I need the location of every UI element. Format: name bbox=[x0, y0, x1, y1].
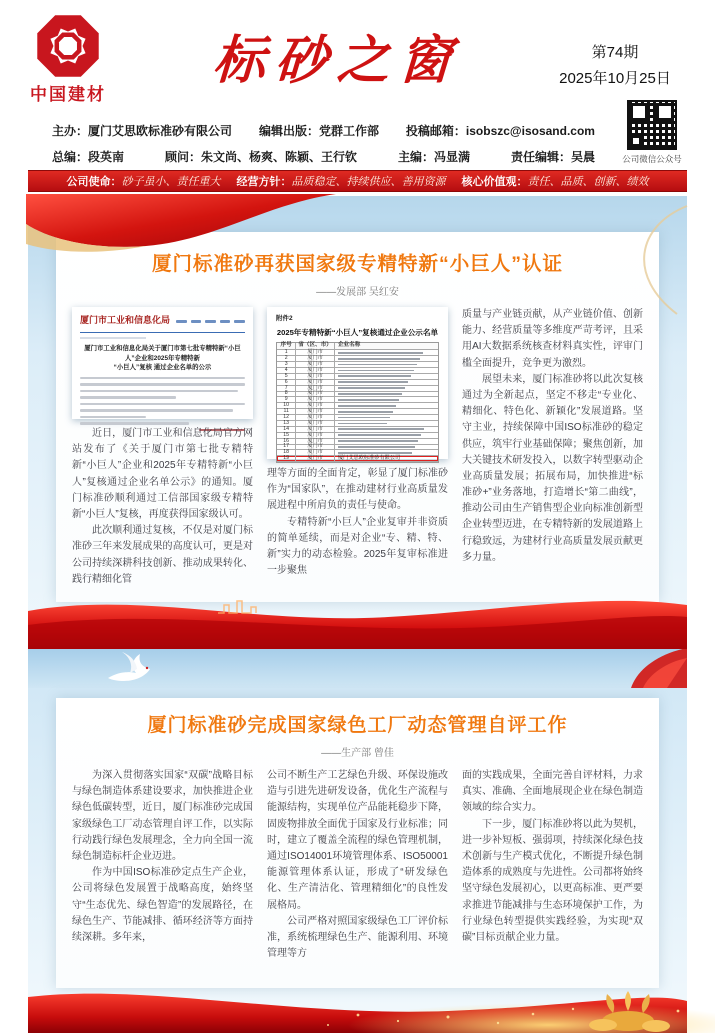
doc-text-line bbox=[80, 409, 233, 412]
gov-notice-line1: 厦门市工业和信息化局关于厦门市第七批专精特新“小巨人”企业和2025年专精特新 bbox=[84, 345, 241, 362]
attachment-table-body bbox=[277, 350, 438, 462]
info-row-2 bbox=[52, 148, 595, 165]
masthead-title: 标砂之窗 bbox=[211, 30, 463, 91]
attachment-title: 2025年专精特新“小巨人”复核通过企业公示名单 bbox=[276, 327, 439, 337]
gold-sparkles bbox=[327, 1008, 679, 1026]
table-header-company: 企业名称 bbox=[337, 342, 361, 349]
article2-paragraph: 下一步，厦门标准砂将以此为契机，进一步补短板、强弱项，持续深化绿色技术创新与生产模式优化，不断提升绿色制造体系的成熟度与先进性。公司都将始终坚守绿色发展初心，以更高标准、更严要求推进节能减排与生态环境保护工作，为行业绿色转型提供实践经验，为实现“双碳”目标贡献企业力量。 bbox=[462, 818, 643, 943]
cnbm-logo bbox=[30, 14, 134, 105]
qr-caption: 公司微信公众号 bbox=[622, 154, 682, 164]
cnbm-rosette-icon bbox=[36, 14, 100, 78]
qr-block bbox=[617, 100, 687, 165]
attachment-table-screenshot bbox=[267, 307, 448, 462]
article2-col3 bbox=[462, 768, 643, 962]
info-publisher: 编辑出版：党群工作部 bbox=[258, 124, 379, 138]
red-ribbon-wisp bbox=[597, 648, 687, 688]
red-gold-footer-band bbox=[28, 981, 687, 1033]
doc-text-line bbox=[80, 422, 189, 425]
doc-text-line bbox=[80, 403, 245, 406]
masthead-info bbox=[52, 122, 595, 174]
doc-text-line bbox=[80, 390, 238, 393]
mission-label: 公司使命： bbox=[66, 176, 122, 188]
table-row: 16 厦门市 bbox=[277, 439, 438, 445]
table-row: 19 厦门市 厦门艾思欧标准砂有限公司 bbox=[277, 456, 438, 462]
issue-box bbox=[549, 40, 681, 91]
doc-text-line bbox=[80, 383, 245, 386]
table-row: 8 厦门市 bbox=[277, 392, 438, 398]
table-row: 12 厦门市 bbox=[277, 415, 438, 421]
article2-paragraph: 作为中国ISO标准砂定点生产企业，公司将绿色发展置于战略高度，始终坚守“生态优先、绿色智造”的发展路径，在绿色生产、节能减排、循环经济等方面持续深耕。多年来， bbox=[72, 867, 253, 943]
article2-paragraph: 公司严格对照国家级绿色工厂评价标准，系统梳理绿色生产、能源利用、环境管理等方 bbox=[267, 915, 448, 960]
table-row: 3 厦门市 bbox=[277, 362, 438, 368]
article2-paragraph: 为深入贯彻落实国家“双碳”战略目标与绿色制造体系建设要求，加快推进企业绿色低碳转型，近日，厦门标准砂完成国家级绿色工厂动态管理自评工作，以实际行动践行绿色发展理念，全力向全国一流绿色制造标杆企业迈进。 bbox=[72, 770, 253, 862]
org-name: 中国建材 bbox=[30, 85, 106, 104]
attachment-table bbox=[276, 342, 439, 463]
table-row: 13 厦门市 bbox=[277, 421, 438, 427]
gov-breadcrumb-bar bbox=[80, 337, 146, 340]
table-row: 1 厦门市 bbox=[277, 350, 438, 356]
info-advisors: 顾问：朱文尚、杨爽、陈颖、王行钦 bbox=[164, 150, 357, 164]
table-header-province: 省（区、市） bbox=[296, 343, 335, 349]
info-duty-editor: 责任编辑：吴晨 bbox=[510, 150, 595, 164]
policy-text: 品质稳定、持续供应、善用资源 bbox=[291, 176, 446, 188]
info-chief-editor: 主编：冯显满 bbox=[397, 150, 470, 164]
table-row: 18 厦门市 bbox=[277, 450, 438, 456]
gov-website-screenshot bbox=[72, 307, 253, 419]
gov-site-name: 厦门市工业和信息化局 bbox=[80, 316, 171, 326]
info-host: 主办：厦门艾思欧标准砂有限公司 bbox=[52, 124, 233, 138]
article1-columns bbox=[72, 307, 643, 588]
gov-doc-lines bbox=[80, 377, 245, 432]
table-row: 17 厦门市 bbox=[277, 445, 438, 451]
issue-number: 第74期 bbox=[591, 44, 639, 61]
table-row: 14 厦门市 bbox=[277, 427, 438, 433]
doc-text-line bbox=[80, 416, 146, 419]
article1-col2 bbox=[267, 307, 448, 588]
article1-paragraph: 此次顺利通过复核，不仅是对厦门标准砂三年来发展成果的高度认可，更是对公司持续深耕科技创新、推动成果转化、践行精细化管 bbox=[72, 525, 253, 585]
table-row: 6 厦门市 bbox=[277, 380, 438, 386]
article1-paragraph: 近日，厦门市工业和信息化局官方网站发布了《关于厦门市第七批专精特新“小巨人”企业和2025年专精特新“小巨人”复核通过企业名单公示》的通知。厦门标准砂顺利通过工信部国家级专精特新“小巨人”复核，再度获得国家级认可。 bbox=[72, 428, 253, 520]
article2-paragraph: 面的实践成果，全面完善自评材料，力求真实、准确、全面地展现企业在绿色制造领域的综合实力。 bbox=[462, 770, 643, 814]
article1-byline: ——发展部 吴红安 bbox=[316, 287, 399, 298]
article2-headline: 厦门标准砂完成国家绿色工厂动态管理自评工作 bbox=[147, 715, 568, 736]
article2-col2 bbox=[267, 768, 448, 962]
section-article2 bbox=[28, 688, 687, 1032]
article1-paragraph: 理等方面的全面肯定，彰显了厦门标准砂作为“国家队”，在推动建材行业高质量发展进程中所肩负的责任与使命。 bbox=[267, 468, 448, 512]
table-row: 15 厦门市 bbox=[277, 433, 438, 439]
table-row: 7 厦门市 bbox=[277, 386, 438, 392]
article1-col1 bbox=[72, 307, 253, 588]
gold-lotus-decoration bbox=[589, 991, 670, 1032]
info-editor-in-chief: 总编：段英南 bbox=[52, 150, 125, 164]
article2-byline: ——生产部 曾佳 bbox=[321, 748, 394, 759]
gov-notice-line2: “小巨人”复核 通过企业名单的公示 bbox=[113, 364, 212, 372]
core-values-text: 责任、品质、创新、绩效 bbox=[527, 176, 649, 188]
article1-paragraph: 展望未来，厦门标准砂将以此次复核通过为全新起点，坚定不移走“专业化、精细化、特色化、新颖化”发展道路。坚守主业，持续保障中国ISO标准砂的稳定供应，筑牢行业基础保障；聚焦创新，加大关键技术研发投入，以数字转型驱动企业高质量发展；拓展布局，加快推进“标准砂+”业务落地，打造增长“第二曲线”，推动公司由生产销售型企业向标准创新型企业转型迈进，在专精特新的发展道路上行稳致远，为建材行业高质量发展贡献更多力量。 bbox=[462, 373, 643, 563]
header bbox=[28, 0, 687, 170]
table-row: 5 厦门市 bbox=[277, 374, 438, 380]
attachment-tag: 附件2 bbox=[276, 315, 293, 322]
table-row: 10 厦门市 bbox=[277, 403, 438, 409]
article1-paragraph: 质量与产业链贡献，从产业链价值、创新能力、经营质量等多维度严苛考评，且采用AI大数据系统核查材料真实性，评审门槛全面提升，竞争更为激烈。 bbox=[462, 309, 643, 369]
table-row: 11 厦门市 bbox=[277, 409, 438, 415]
article2-col1 bbox=[72, 768, 253, 962]
table-row: 4 厦门市 bbox=[277, 368, 438, 374]
dove-icon bbox=[100, 648, 158, 688]
table-header-index: 序号 bbox=[277, 343, 296, 349]
article1-paragraph: 专精特新“小巨人”企业复审并非资质的简单延续，而是对企业“专、精、特、新”实力的动态检验。2025年复审标准进一步聚焦 bbox=[267, 516, 448, 577]
table-row: 9 厦门市 bbox=[277, 397, 438, 403]
policy-label: 经营方针： bbox=[236, 176, 292, 188]
doc-text-line bbox=[80, 377, 245, 380]
info-email: 投稿邮箱：isobszc@isosand.com bbox=[405, 124, 595, 138]
article1-card bbox=[56, 232, 659, 602]
issue-date: 2025年10月25日 bbox=[559, 69, 671, 87]
article2-paragraph: 公司不断生产工艺绿色升级、环保设施改造与引进先进研发设备，优化生产流程与能源结构，实现单位产品能耗稳步下降，固废物排放全面优于国家及行业标准；同时，建立了覆盖全流程的绿色管理机制，通过ISO14001环境管理体系、ISO50001能源管理体系认证，形成了“研发绿色化、生产清洁化、管理精细化”的良性发展格局。 bbox=[267, 770, 448, 911]
article2-columns bbox=[72, 768, 643, 962]
table-row: 2 厦门市 bbox=[277, 356, 438, 362]
mission-text: 砂子虽小、责任重大 bbox=[121, 176, 221, 188]
article1-col3 bbox=[462, 307, 643, 588]
core-values-label: 核心价值观： bbox=[461, 176, 528, 188]
section-article1 bbox=[28, 196, 687, 648]
sky-divider bbox=[28, 648, 687, 688]
wechat-qr-code bbox=[627, 100, 677, 150]
article1-headline: 厦门标准砂再获国家级专精特新“小巨人”认证 bbox=[151, 253, 563, 275]
info-row-1 bbox=[52, 122, 595, 139]
gov-notice-title bbox=[80, 344, 245, 373]
doc-text-line bbox=[80, 396, 176, 399]
gov-site-header bbox=[80, 314, 245, 333]
gov-site-nav bbox=[176, 320, 245, 323]
article2-card bbox=[56, 698, 659, 988]
